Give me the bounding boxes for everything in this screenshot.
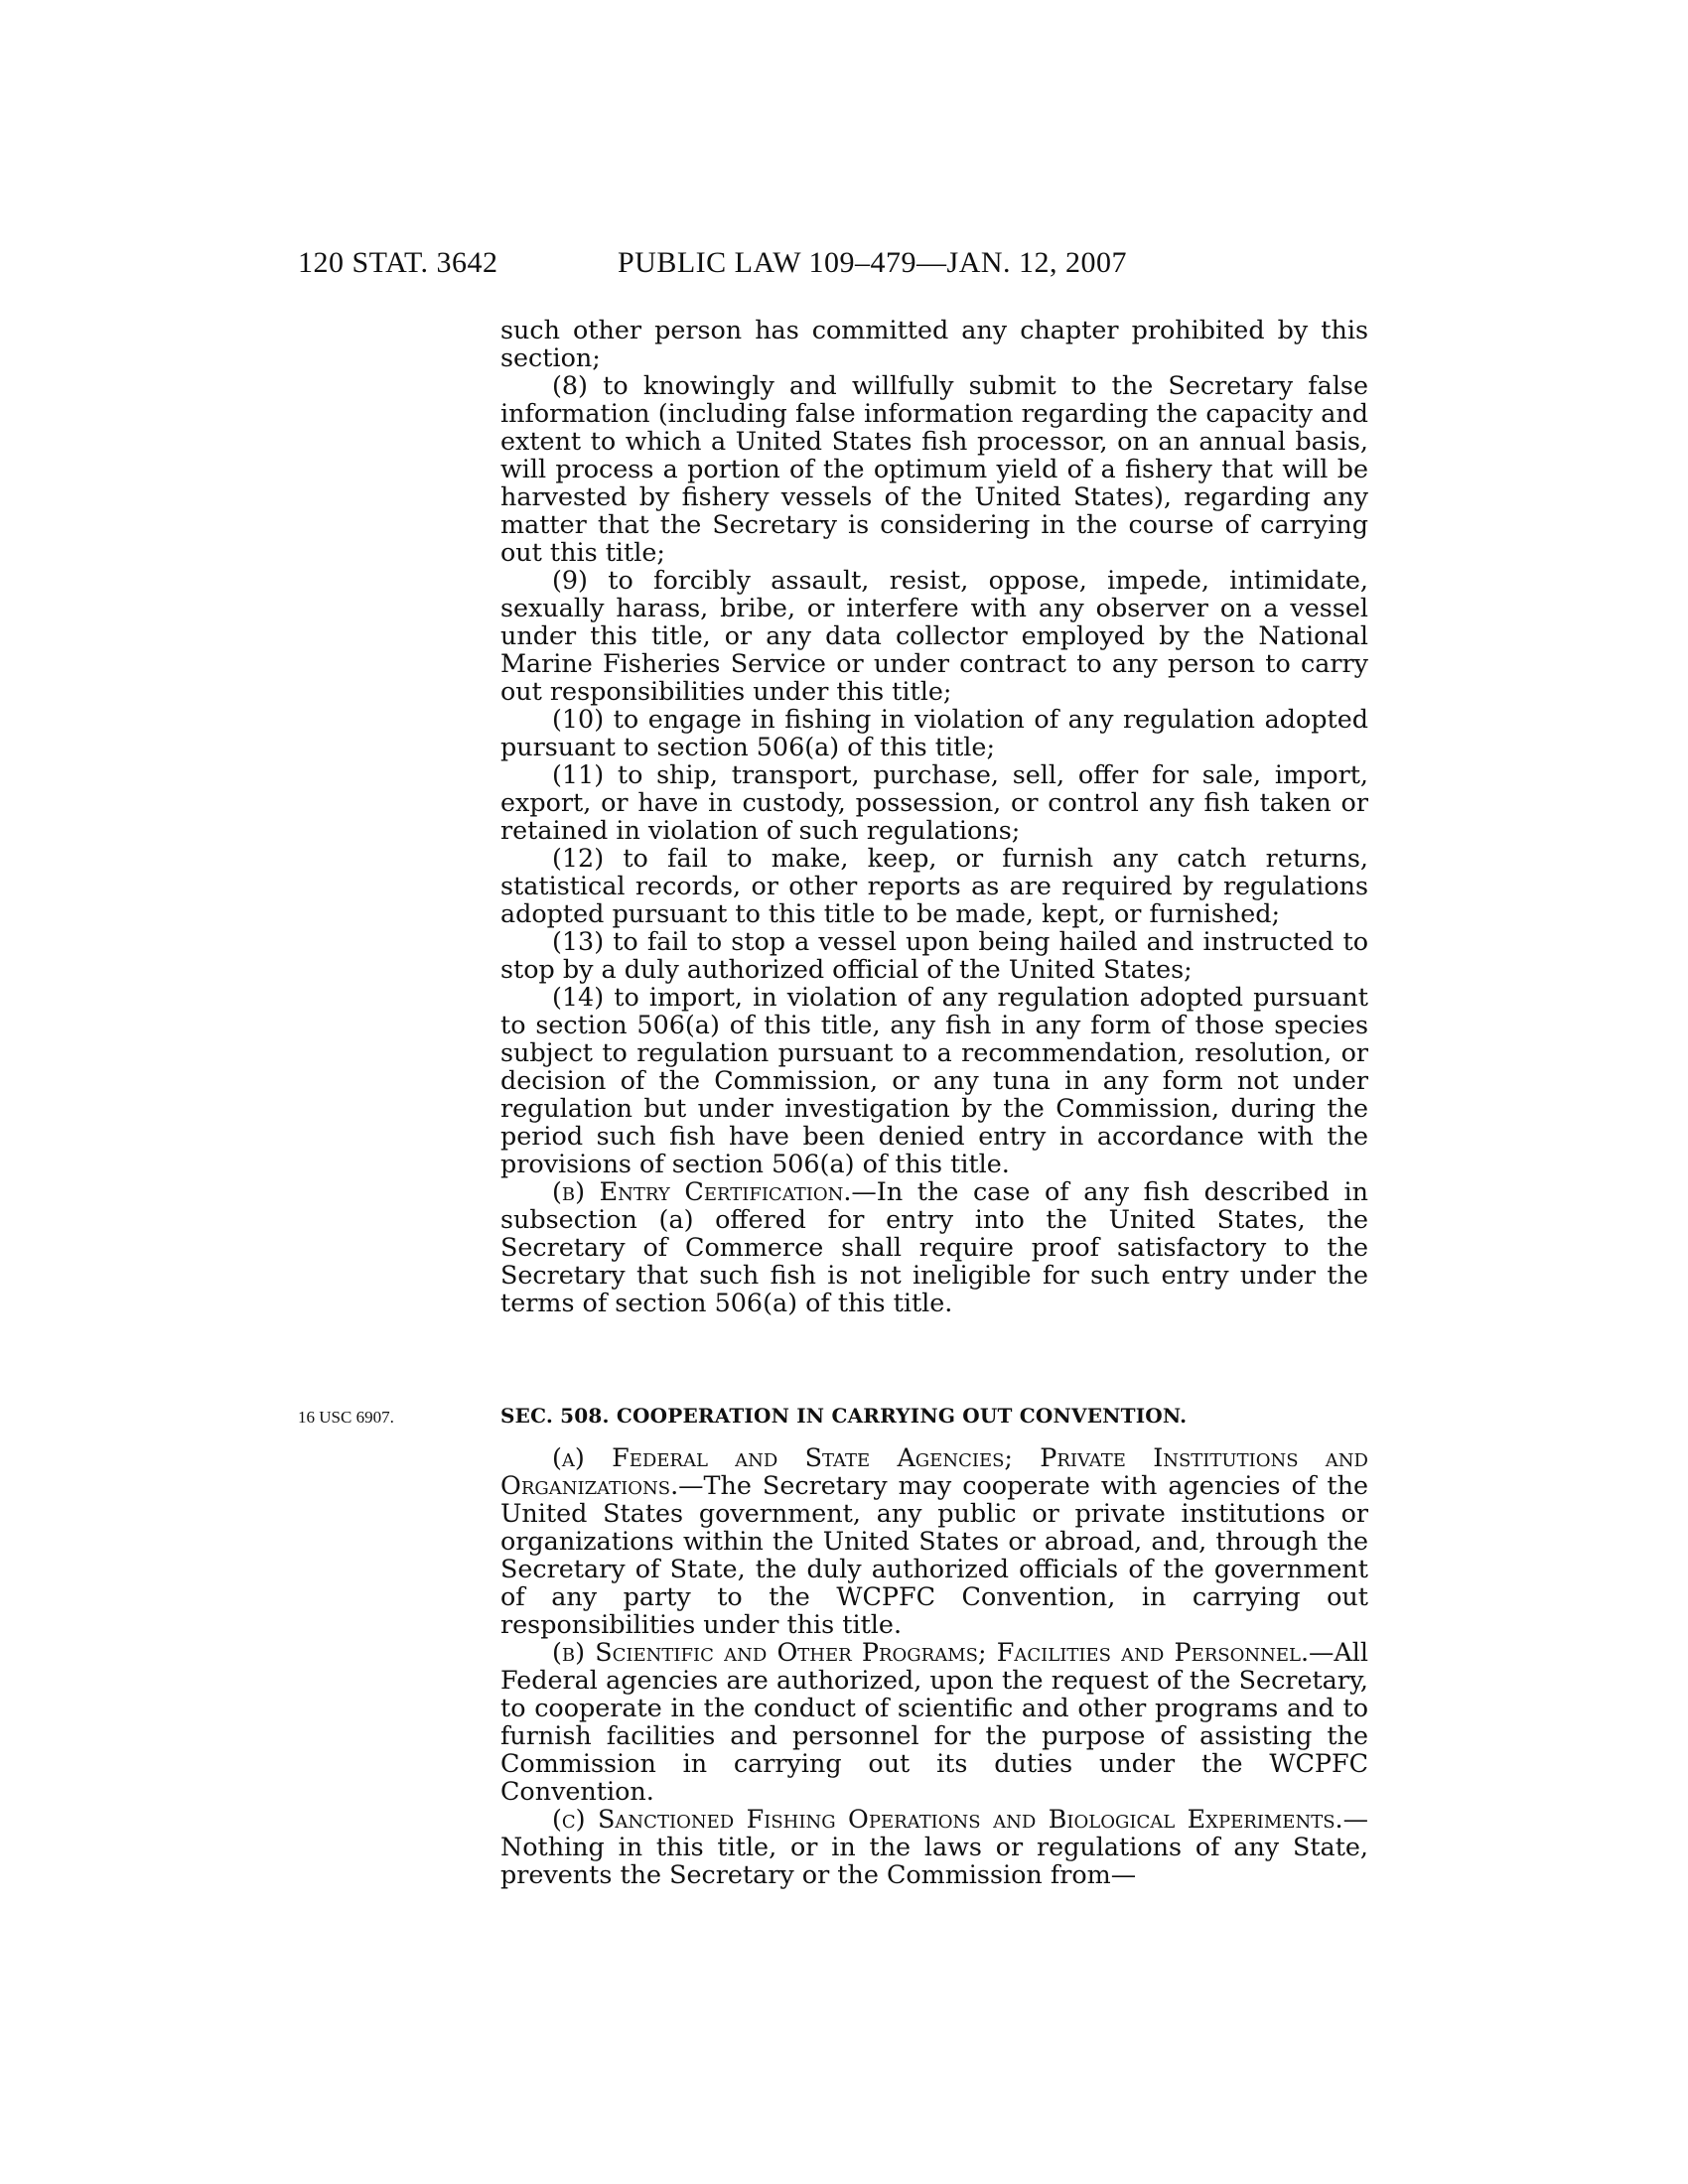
paragraph-8: (8) to knowingly and willfully submit to the Secretary false information (including false information regarding the capacity and extent to which a United States fish processor, on an annual basis, will process a portion of the optimum yield of a fishery that will be harvested by fishery vessels of the United States), regarding any matter that the Secretary is considering in the course of carrying out this title; bbox=[500, 370, 1368, 567]
subsection-b-label: (b) Entry Certification. bbox=[552, 1176, 852, 1206]
subsection-c bbox=[500, 1805, 1368, 1888]
paragraph-9: (9) to forcibly assault, resist, oppose, impede, intimidate, sexually harass, bribe, or interfere with any observer on a vessel under this title, or any data collector employed by the National Marine Fisheries Service or under contract to any person to carry out responsibilities under this title; bbox=[500, 565, 1368, 706]
public-law-header: PUBLIC LAW 109–479—JAN. 12, 2007 bbox=[618, 246, 1128, 279]
subsection-a bbox=[500, 1443, 1368, 1638]
paragraph-12: (12) to fail to make, keep, or furnish any catch returns, statistical records, or other reports as are required by regulations adopted pursuant to this title to be made, kept, or furnished; bbox=[500, 843, 1368, 928]
paragraph-13: (13) to fail to stop a vessel upon being hailed and instructed to stop by a duly authorized official of the United States; bbox=[500, 926, 1368, 984]
subsection-a-label: (a) Federal and State Agencies; Private Institutions and Organizations. bbox=[500, 1442, 1368, 1500]
prohibited-acts-list bbox=[500, 316, 1368, 1316]
paragraph-10: (10) to engage in fishing in violation of any regulation adopted pursuant to section 506(a) of this title; bbox=[500, 704, 1368, 761]
subsection-b-label: (b) Scientific and Other Programs; Facilities and Personnel. bbox=[552, 1637, 1310, 1667]
subsection-b bbox=[500, 1638, 1368, 1805]
subsection-c-label: (c) Sanctioned Fishing Operations and Biological Experiments. bbox=[552, 1804, 1343, 1834]
section-508-heading: SEC. 508. COOPERATION IN CARRYING OUT CONVENTION. bbox=[500, 1404, 1188, 1428]
subsection-b-entry-certification bbox=[500, 1177, 1368, 1316]
subsection-b-text: —All Federal agencies are authorized, upon the request of the Secretary, to cooperate in the conduct of scientific and other programs and to furnish facilities and personnel for the purpose of assisting the Commission in carrying out its duties under the WCPFC Convention. bbox=[500, 1637, 1368, 1806]
section-508-body bbox=[500, 1443, 1368, 1888]
paragraph-11: (11) to ship, transport, purchase, sell, offer for sale, import, export, or have in custody, possession, or control any fish taken or retained in violation of such regulations; bbox=[500, 759, 1368, 845]
paragraph-14: (14) to import, in violation of any regulation adopted pursuant to section 506(a) of this title, any fish in any form of those species subject to regulation pursuant to a recommendation, resolution, or decision of the Commission, or any tuna in any form not under regulation but under investigation by the Commission, during the period such fish have been denied entry in accordance with the provisions of section 506(a) of this title. bbox=[500, 982, 1368, 1178]
stat-page-reference: 120 STAT. 3642 bbox=[298, 246, 498, 279]
continuation-paragraph: such other person has committed any chapter prohibited by this section; bbox=[500, 315, 1368, 372]
subsection-a-text: —The Secretary may cooperate with agencies of the United States government, any public or private institutions or organizations within the United States or abroad, and, through the Secretary of State, the duly authorized officials of the government of any party to the WCPFC Convention, in carrying out responsibilities under this title. bbox=[500, 1470, 1368, 1639]
subsection-c-text: —Nothing in this title, or in the laws or regulations of any State, prevents the Secretary or the Commission from— bbox=[500, 1804, 1368, 1889]
usc-margin-note: 16 USC 6907. bbox=[298, 1408, 394, 1427]
subsection-b-text: —In the case of any fish described in subsection (a) offered for entry into the United States, the Secretary of Commerce shall require proof satisfactory to the Secretary that such fish is not ineligible for such entry under the terms of section 506(a) of this title. bbox=[500, 1176, 1368, 1317]
